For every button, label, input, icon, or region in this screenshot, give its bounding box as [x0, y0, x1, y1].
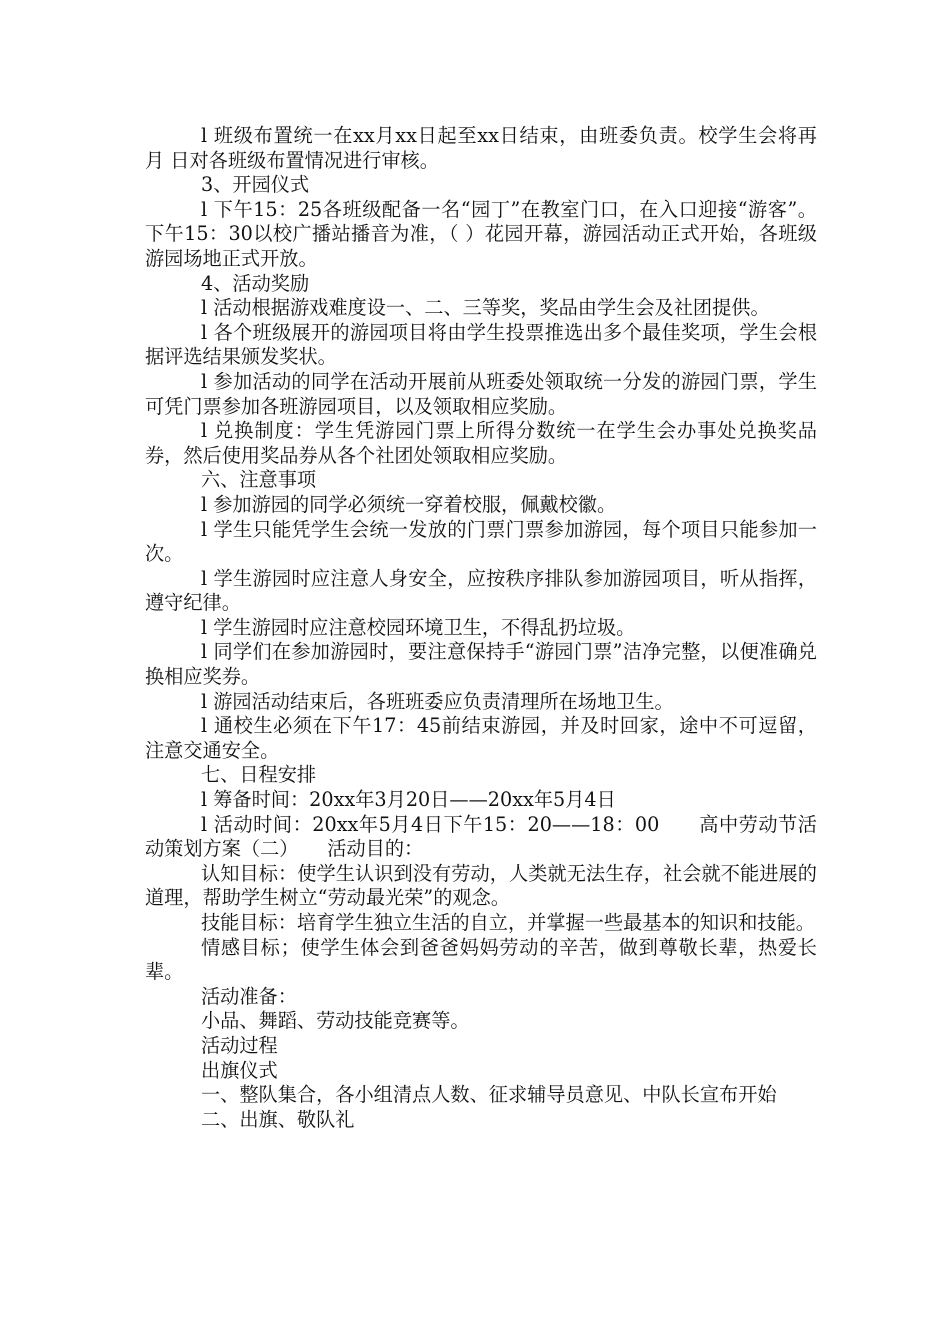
- paragraph: 活动过程: [201, 1033, 278, 1057]
- section-heading: 七、日程安排: [201, 763, 317, 787]
- document-body: [145, 124, 824, 1132]
- paragraph: 活动准备：: [201, 984, 297, 1008]
- paragraph: l 班级布置统一在xx月xx日起至xx日结束，由班委负责。校学生会将再 月 日对各班级布置情况进行审核。: [145, 124, 824, 172]
- paragraph: l 筹备时间：20xx年3月20日——20xx年5月4日: [201, 788, 616, 812]
- paragraph: 一、整队集合，各小组清点人数、征求辅导员意见、中队长宣布开始: [201, 1083, 777, 1107]
- paragraph: l 兑换制度：学生凭游园门票上所得分数统一在学生会办事处兑换奖品券，然后使用奖品券从各个社团处领取相应奖励。: [145, 419, 817, 467]
- paragraph: l 活动根据游戏难度设一、二、三等奖，奖品由学生会及社团提供。: [201, 296, 770, 320]
- paragraph: l 游园活动结束后，各班班委应负责清理所在场地卫生。: [201, 689, 674, 713]
- paragraph: 出旗仪式: [201, 1058, 278, 1082]
- paragraph: l 同学们在参加游园时，要注意保持手“游园门票”洁净完整，以便准确兑换相应奖券。: [145, 640, 817, 689]
- paragraph: 技能目标：培育学生独立生活的自立，并掌握一些最基本的知识和技能。: [201, 911, 815, 934]
- section-heading: 4、活动奖励: [201, 271, 310, 295]
- paragraph: l 学生游园时应注意校园环境卫生，不得乱扔垃圾。: [201, 615, 636, 639]
- paragraph: 情感目标；使学生体会到爸爸妈妈劳动的辛苦，做到尊敬长辈，热爱长辈。: [145, 935, 817, 984]
- paragraph: l 下午15：25各班级配备一名“园丁”在教室门口，在入口迎接“游客”。下午15：30以校广播站播音为准，（ ）花园开幕，游园活动正式开始，各班级游园场地正式开放。: [145, 197, 817, 270]
- paragraph: l 学生游园时应注意人身安全，应按秩序排队参加游园项目，听从指挥，遵守纪律。: [145, 566, 817, 615]
- paragraph: 小品、舞蹈、劳动技能竞赛等。: [201, 1009, 470, 1033]
- paragraph: l 通校生必须在下午17：45前结束游园，并及时回家，途中不可逗留，注意交通安全。: [145, 714, 817, 762]
- paragraph: l 活动时间：20xx年5月4日下午15：20——18：00 高中劳动节活动策划方案（二） 活动目的：: [145, 812, 817, 861]
- paragraph: l 参加游园的同学必须统一穿着校服，佩戴校徽。: [201, 492, 617, 516]
- paragraph: 二、出旗、敬队礼: [201, 1107, 355, 1131]
- paragraph: l 学生只能凭学生会统一发放的门票门票参加游园，每个项目只能参加一次。: [145, 517, 817, 566]
- section-heading: 六、注意事项: [201, 468, 317, 492]
- paragraph: 认知目标：使学生认识到没有劳动，人类就无法生存，社会就不能进展的道理，帮助学生树立“劳动最光荣”的观念。: [145, 861, 817, 910]
- paragraph: l 参加活动的同学在活动开展前从班委处领取统一分发的游园门票，学生可凭门票参加各班游园项目，以及领取相应奖励。: [145, 369, 817, 418]
- paragraph: l 各个班级展开的游园项目将由学生投票推选出多个最佳奖项，学生会根据评选结果颁发奖状。: [145, 320, 817, 369]
- section-heading: 3、开园仪式: [201, 173, 310, 197]
